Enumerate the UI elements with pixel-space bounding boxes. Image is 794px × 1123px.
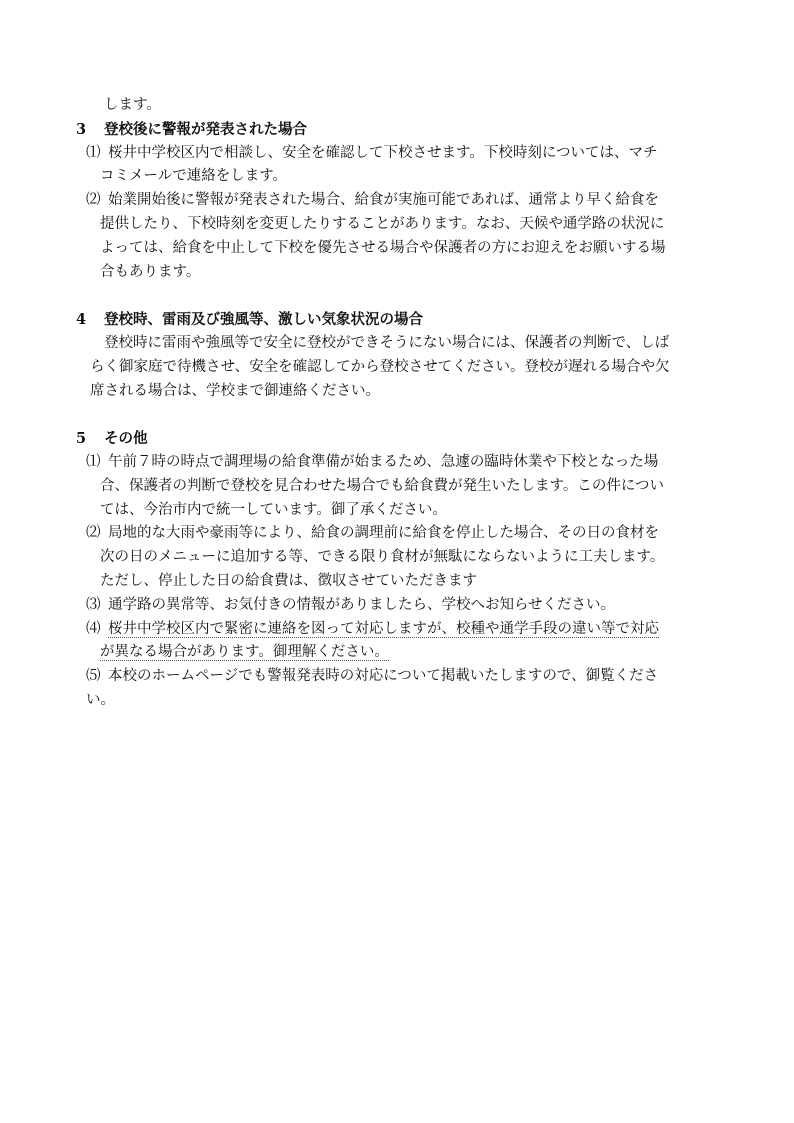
- item-line: [76, 451, 726, 475]
- section-heading-4: [76, 308, 726, 332]
- item-text: 始業開始後に警報が発表された場合、給食が実施可能であれば、通常より早く給食を: [108, 192, 659, 209]
- text-line: 席される場合は、学校まで御連絡ください。: [90, 382, 380, 399]
- item-text: 通学路の異常等、お気付きの情報がありましたら、学校へお知らせください。: [108, 596, 616, 613]
- text-line: コミメールで連絡をします。: [100, 168, 288, 185]
- text-line: 次の日のメニューに追加する等、できる限り食材が無駄にならないように工夫します。: [100, 549, 665, 566]
- text-line: ては、今治市内で統一しています。御了承ください。: [100, 501, 447, 518]
- item-number: ⑸: [86, 668, 101, 685]
- item-number: ⑴: [86, 453, 101, 470]
- item-line: [76, 189, 726, 213]
- item-number: ⑵: [86, 192, 101, 209]
- section-title: 登校後に警報が発表された場合: [104, 120, 307, 138]
- item-text: 桜井中学校区内で相談し、安全を確認して下校させます。下校時刻については、マチ: [108, 144, 658, 161]
- item-line: [76, 522, 726, 546]
- item-number: ⑶: [86, 596, 101, 613]
- item-text: 局地的な大雨や豪雨等により、給食の調理前に給食を停止した場合、その日の食材を: [108, 525, 659, 542]
- section-number: 4: [76, 311, 87, 329]
- section-heading-3: [76, 118, 726, 142]
- item-text: 午前７時の時点で調理場の給食準備が始まるため、急遽の臨時休業や下校となった場: [108, 453, 659, 470]
- document-body: [76, 94, 726, 713]
- spacer: [76, 284, 726, 308]
- section-title: その他: [104, 430, 148, 448]
- item-number: ⑷: [86, 620, 101, 637]
- text-line: 合もあります。: [100, 263, 201, 280]
- item-line: [76, 594, 726, 618]
- section-number: 5: [76, 430, 87, 448]
- item-line: [76, 618, 726, 642]
- text-line: 提供したり、下校時刻を変更したりすることがあります。なお、天候や通学路の状況に: [100, 215, 665, 232]
- text-line: します。: [104, 97, 161, 113]
- text-line: 登校時に雷雨や強風等で安全に登校ができそうにない場合には、保護者の判断で、しば: [104, 334, 670, 351]
- item-text-marked: が異なる場合があります。御理解ください。: [100, 644, 389, 661]
- item-text: 本校のホームページでも警報発表時の対応について掲載いたしますので、御覧くださ: [108, 668, 659, 685]
- spacer: [76, 403, 726, 427]
- section-title: 登校時、雷雨及び強風等、激しい気象状況の場合: [104, 311, 423, 329]
- text-line: ただし、停止した日の給食費は、徴収させていただきます: [100, 572, 477, 589]
- section-number: 3: [76, 120, 87, 138]
- text-line: よっては、給食を中止して下校を優先させる場合や保護者の方にお迎えをお願いする場: [100, 239, 666, 256]
- section-heading-5: [76, 427, 726, 451]
- text-line: 合、保護者の判断で登校を見合わせた場合でも給食費が発生いたします。この件につい: [100, 477, 665, 494]
- item-number: ⑵: [86, 525, 101, 542]
- item-line: [76, 665, 726, 689]
- text-line: [76, 641, 726, 665]
- item-line: [76, 142, 726, 166]
- text-line: らく御家庭で待機させ、安全を確認してから登校させてください。登校が遅れる場合や欠: [90, 358, 670, 375]
- item-text-marked: 桜井中学校区内で緊密に連絡を図って対応しますが、校種や通学手段の違い等で対応: [108, 620, 659, 637]
- item-number: ⑴: [86, 144, 101, 161]
- text-line: い。: [86, 691, 115, 708]
